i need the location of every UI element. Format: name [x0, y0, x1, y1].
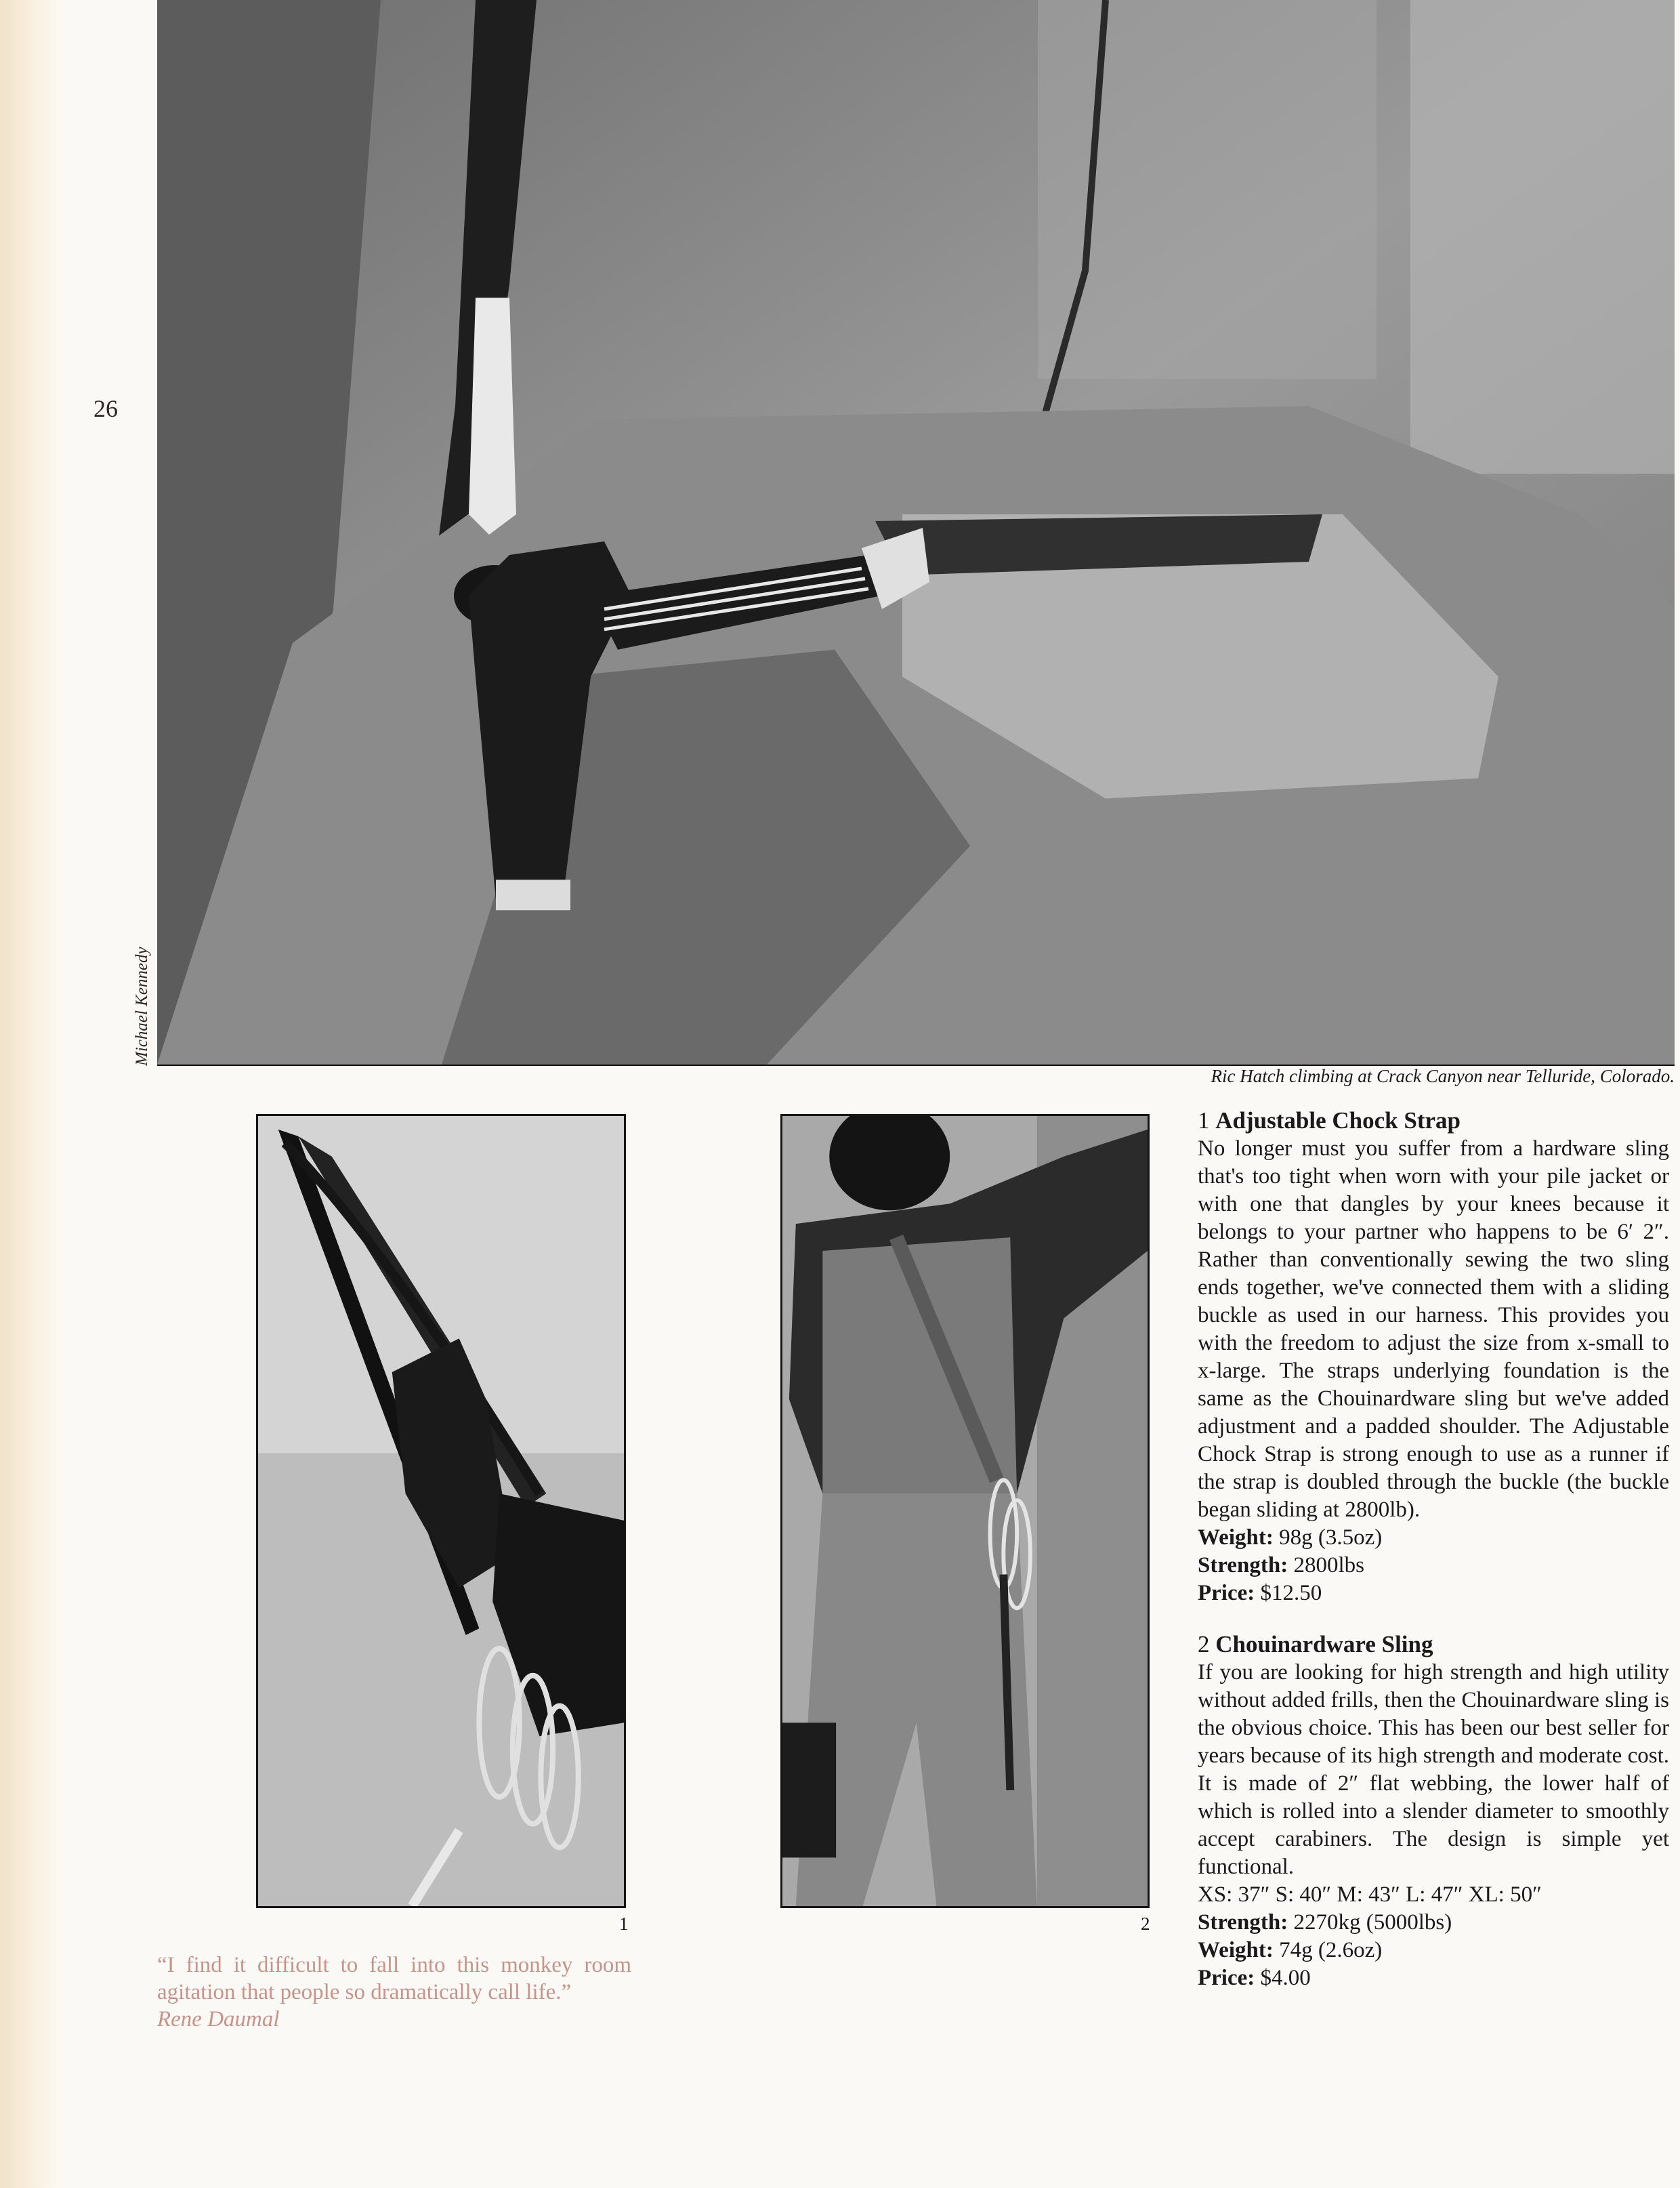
product-1-title: [1198, 1107, 1669, 1135]
product-2-number: 2: [1198, 1631, 1210, 1657]
climber-on-rock-image: [157, 0, 1675, 1065]
chock-strap-image: [258, 1116, 624, 1906]
product-1-spec-price: Price: $12.50: [1198, 1581, 1322, 1605]
product-2-spec-strength: Strength: 2270kg (5000lbs): [1198, 1910, 1452, 1935]
product-1: [1198, 1107, 1669, 1607]
page-number: 26: [93, 395, 118, 422]
product-2-description: If you are looking for high strength and high utility without added frills, then the Chouinardware sling is the obvious choice. This has been our best seller for years because of its high strength and moderate cost. It is made of 2″ flat webbing, the lower half of which is rolled into a slender diameter to smoothly accept carabiners. The design is simple yet functional.: [1198, 1660, 1669, 1879]
product-2-spec-price: Price: $4.00: [1198, 1966, 1311, 1990]
product-1-number: 1: [1198, 1107, 1210, 1134]
section-gap: [1198, 1607, 1669, 1630]
product-1-spec-strength: Strength: 2800lbs: [1198, 1553, 1364, 1577]
figure-2-photo: [780, 1114, 1150, 1908]
pull-quote: [157, 1952, 631, 2033]
page-edge: [0, 0, 65, 2188]
photo-credit: Michael Kennedy: [133, 947, 151, 1066]
main-photo-caption: Ric Hatch climbing at Crack Canyon near Telluride, Colorado.: [1211, 1066, 1675, 1086]
sling-climber-image: [782, 1116, 1148, 1906]
quote-text: “I find it difficult to fall into this monkey room agitation that people so dramatically call life.”: [157, 1953, 631, 2004]
product-1-description: No longer must you suffer from a hardware sling that's too tight when worn with your pile jacket or with one that dangles by your knees because it belongs to your partner who happens to be 6′ 2″. Rather than conventionally sewing the two sling ends together, we've connected them with a sliding buckle as used in our harness. This provides you with the freedom to adjust the size from x-small to x-large. The straps underlying foundation is the same as the Chouinardware sling but we've added adjustment and a padded shoulder. The Adjustable Chock Strap is strong enough to use as a runner if the strap is doubled through the buckle (the buckle began sliding at 2800lb).: [1198, 1136, 1669, 1522]
product-2-name: Chouinardware Sling: [1215, 1631, 1433, 1657]
figure-1-number: 1: [619, 1914, 629, 1934]
figure-1-photo: [256, 1114, 626, 1908]
product-2-title: [1198, 1630, 1669, 1659]
product-2-sizes: XS: 37″ S: 40″ M: 43″ L: 47″ XL: 50″: [1198, 1882, 1542, 1907]
product-1-name: Adjustable Chock Strap: [1215, 1107, 1461, 1134]
product-2: [1198, 1630, 1669, 1992]
product-1-spec-weight: Weight: 98g (3.5oz): [1198, 1525, 1383, 1550]
figure-2-number: 2: [1141, 1914, 1150, 1934]
product-descriptions: [1198, 1107, 1669, 1992]
product-2-spec-weight: Weight: 74g (2.6oz): [1198, 1938, 1383, 1962]
main-photo: [157, 0, 1675, 1066]
quote-author: Rene Daumal: [157, 2007, 280, 2031]
